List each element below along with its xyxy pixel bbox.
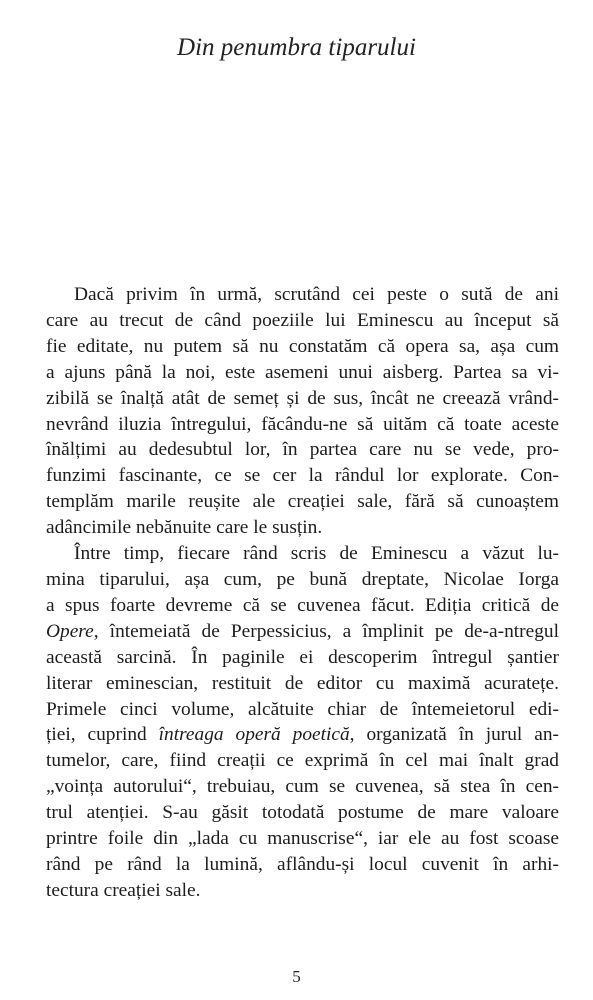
text-line: templăm marile reușite ale creației sale, fără să cunoaștem (46, 491, 559, 513)
page-number: 5 (292, 967, 301, 986)
text-line: Primele cinci volume, alcătuite chiar de întemeietorul edi- (46, 698, 559, 720)
body-text (46, 282, 559, 904)
text-line: trul atenției. S-au găsit totodată postume de mare valoare (46, 802, 559, 824)
italic-term: întreaga operă poetică (158, 724, 350, 746)
text-line: tumelor, care, fiind creații ce exprimă în cel mai înalt grad (46, 750, 559, 772)
text-line: fie editate, nu putem să nu constatăm că opera sa, așa cum (46, 335, 559, 357)
text-line: „voința autorului“, trebuiau, cum se cuvenea, să stea în cen- (46, 776, 559, 798)
text-line: adâncimile nebănuite care le susțin. (46, 517, 323, 539)
text-line: nevrând iluzia întregului, făcându-ne să uităm că toate aceste (46, 413, 559, 435)
text-line: a spus foarte devreme că se cuvenea făcut. Ediția critică de (46, 594, 559, 616)
running-header-title: Din penumbra tiparului (177, 34, 416, 61)
text-line: Opere, întemeiată de Perpessicius, a împlinit pe de-a-ntregul (46, 620, 559, 642)
text-line: literar eminescian, restituit de editor cu maximă acuratețe. (46, 672, 559, 694)
text-line: tectura creației sale. (46, 879, 201, 901)
text-line: înălțimi au dedesubtul lor, în partea care nu se vede, pro- (46, 439, 559, 461)
text-line: care au trecut de când poeziile lui Eminescu au început să (46, 309, 559, 331)
text-line: Între timp, fiecare rând scris de Eminescu a văzut lu- (74, 543, 559, 565)
text-line: Dacă privim în urmă, scrutând cei peste o sută de ani (74, 284, 559, 305)
text-line: rând pe rând la lumină, aflându-și locul cuvenit în arhi- (46, 853, 559, 875)
text-line: ției, cuprind întreaga operă poetică, organizată în jurul an- (46, 724, 559, 746)
text-line: funzimi fascinante, ce se cer la rândul lor explorate. Con- (46, 465, 559, 487)
text-line: zibilă se înalță atât de semeț și de sus, încât ne creează vrând- (46, 387, 559, 409)
text-line: a ajuns până la noi, este asemeni unui aisberg. Partea sa vi- (46, 361, 559, 383)
italic-term: Opere (46, 620, 94, 642)
text-line: mina tiparului, așa cum, pe bună dreptate, Nicolae Iorga (46, 568, 559, 590)
text-line: printre foile din „lada cu manuscrise“, iar ele au fost scoase (46, 828, 559, 850)
text-line: această sarcină. În paginile ei descoperim întregul șantier (46, 646, 559, 668)
paragraph-2 (46, 541, 559, 904)
paragraph-1 (46, 282, 559, 541)
